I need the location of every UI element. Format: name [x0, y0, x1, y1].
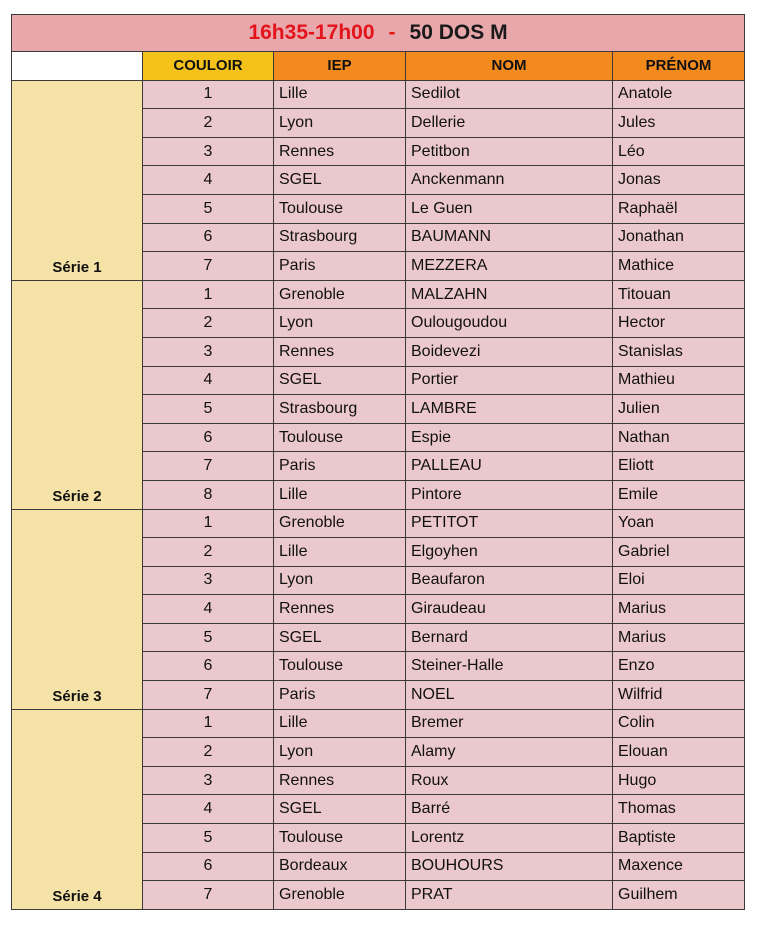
iep-cell: Lyon — [274, 738, 406, 767]
lane-cell: 3 — [143, 137, 274, 166]
nom-cell: Portier — [406, 366, 613, 395]
serie-label: Série 1 — [12, 80, 143, 280]
prenom-cell: Mathice — [613, 252, 745, 281]
lane-cell: 1 — [143, 509, 274, 538]
nom-cell: Oulougoudou — [406, 309, 613, 338]
nom-cell: Boidevezi — [406, 337, 613, 366]
prenom-cell: Hugo — [613, 766, 745, 795]
prenom-cell: Elouan — [613, 738, 745, 767]
lane-cell: 6 — [143, 423, 274, 452]
nom-cell: Alamy — [406, 738, 613, 767]
prenom-cell: Maxence — [613, 852, 745, 881]
iep-cell: Paris — [274, 681, 406, 710]
iep-cell: Rennes — [274, 595, 406, 624]
nom-cell: Giraudeau — [406, 595, 613, 624]
prenom-cell: Julien — [613, 395, 745, 424]
serie-label: Série 2 — [12, 280, 143, 509]
lane-cell: 4 — [143, 595, 274, 624]
prenom-cell: Wilfrid — [613, 681, 745, 710]
lane-cell: 7 — [143, 452, 274, 481]
lane-cell: 2 — [143, 538, 274, 567]
lane-cell: 1 — [143, 280, 274, 309]
prenom-cell: Emile — [613, 480, 745, 509]
lane-cell: 4 — [143, 166, 274, 195]
nom-cell: PETITOT — [406, 509, 613, 538]
iep-cell: Grenoble — [274, 509, 406, 538]
header-iep: IEP — [274, 52, 406, 81]
nom-cell: Anckenmann — [406, 166, 613, 195]
iep-cell: SGEL — [274, 623, 406, 652]
iep-cell: Lyon — [274, 309, 406, 338]
iep-cell: Toulouse — [274, 194, 406, 223]
prenom-cell: Yoan — [613, 509, 745, 538]
iep-cell: Lyon — [274, 109, 406, 138]
heat-schedule-table — [11, 14, 745, 910]
serie-label: Série 4 — [12, 709, 143, 909]
prenom-cell: Léo — [613, 137, 745, 166]
lane-cell: 3 — [143, 337, 274, 366]
prenom-cell: Jonathan — [613, 223, 745, 252]
sheet-title — [12, 15, 745, 52]
prenom-cell: Enzo — [613, 652, 745, 681]
lane-cell: 6 — [143, 652, 274, 681]
iep-cell: Lille — [274, 709, 406, 738]
lane-cell: 7 — [143, 681, 274, 710]
serie-label: Série 3 — [12, 509, 143, 709]
prenom-cell: Colin — [613, 709, 745, 738]
lane-cell: 2 — [143, 309, 274, 338]
prenom-cell: Jules — [613, 109, 745, 138]
lane-cell: 4 — [143, 795, 274, 824]
iep-cell: Rennes — [274, 337, 406, 366]
lane-cell: 8 — [143, 480, 274, 509]
iep-cell: Toulouse — [274, 423, 406, 452]
iep-cell: Paris — [274, 452, 406, 481]
prenom-cell: Marius — [613, 623, 745, 652]
nom-cell: Pintore — [406, 480, 613, 509]
prenom-cell: Gabriel — [613, 538, 745, 567]
header-row — [12, 52, 745, 81]
prenom-cell: Stanislas — [613, 337, 745, 366]
iep-cell: Strasbourg — [274, 223, 406, 252]
iep-cell: Toulouse — [274, 652, 406, 681]
title-event: 50 DOS M — [409, 21, 508, 44]
lane-cell: 4 — [143, 366, 274, 395]
nom-cell: BAUMANN — [406, 223, 613, 252]
lane-cell: 2 — [143, 738, 274, 767]
prenom-cell: Raphaël — [613, 194, 745, 223]
header-prenom: PRÉNOM — [613, 52, 745, 81]
nom-cell: BOUHOURS — [406, 852, 613, 881]
iep-cell: Lyon — [274, 566, 406, 595]
nom-cell: NOEL — [406, 681, 613, 710]
title-row — [12, 15, 745, 52]
iep-cell: SGEL — [274, 795, 406, 824]
table-row — [12, 280, 745, 309]
iep-cell: Paris — [274, 252, 406, 281]
iep-cell: Grenoble — [274, 280, 406, 309]
prenom-cell: Hector — [613, 309, 745, 338]
header-nom: NOM — [406, 52, 613, 81]
lane-cell: 1 — [143, 709, 274, 738]
iep-cell: Rennes — [274, 137, 406, 166]
table-row — [12, 509, 745, 538]
nom-cell: Lorentz — [406, 824, 613, 853]
table-row — [12, 709, 745, 738]
title-time: 16h35-17h00 — [248, 21, 375, 44]
lane-cell: 7 — [143, 881, 274, 910]
iep-cell: SGEL — [274, 166, 406, 195]
heats-body — [12, 80, 745, 909]
nom-cell: Le Guen — [406, 194, 613, 223]
lane-cell: 3 — [143, 766, 274, 795]
iep-cell: Toulouse — [274, 824, 406, 853]
prenom-cell: Anatole — [613, 80, 745, 109]
iep-cell: Strasbourg — [274, 395, 406, 424]
lane-cell: 5 — [143, 194, 274, 223]
lane-cell: 5 — [143, 824, 274, 853]
lane-cell: 5 — [143, 395, 274, 424]
prenom-cell: Eloi — [613, 566, 745, 595]
nom-cell: Barré — [406, 795, 613, 824]
iep-cell: SGEL — [274, 366, 406, 395]
lane-cell: 1 — [143, 80, 274, 109]
iep-cell: Lille — [274, 538, 406, 567]
lane-cell: 2 — [143, 109, 274, 138]
nom-cell: Roux — [406, 766, 613, 795]
iep-cell: Bordeaux — [274, 852, 406, 881]
table-row — [12, 80, 745, 109]
iep-cell: Lille — [274, 80, 406, 109]
prenom-cell: Thomas — [613, 795, 745, 824]
nom-cell: Steiner-Halle — [406, 652, 613, 681]
lane-cell: 6 — [143, 852, 274, 881]
nom-cell: Espie — [406, 423, 613, 452]
nom-cell: Elgoyhen — [406, 538, 613, 567]
nom-cell: Bremer — [406, 709, 613, 738]
nom-cell: PRAT — [406, 881, 613, 910]
header-blank-cell — [12, 52, 143, 81]
iep-cell: Grenoble — [274, 881, 406, 910]
lane-cell: 7 — [143, 252, 274, 281]
lane-cell: 6 — [143, 223, 274, 252]
nom-cell: Bernard — [406, 623, 613, 652]
nom-cell: MEZZERA — [406, 252, 613, 281]
iep-cell: Rennes — [274, 766, 406, 795]
prenom-cell: Titouan — [613, 280, 745, 309]
nom-cell: Beaufaron — [406, 566, 613, 595]
prenom-cell: Baptiste — [613, 824, 745, 853]
prenom-cell: Jonas — [613, 166, 745, 195]
prenom-cell: Eliott — [613, 452, 745, 481]
prenom-cell: Nathan — [613, 423, 745, 452]
prenom-cell: Marius — [613, 595, 745, 624]
lane-cell: 5 — [143, 623, 274, 652]
nom-cell: Sedilot — [406, 80, 613, 109]
nom-cell: Dellerie — [406, 109, 613, 138]
nom-cell: PALLEAU — [406, 452, 613, 481]
prenom-cell: Guilhem — [613, 881, 745, 910]
title-separator: - — [388, 21, 396, 44]
prenom-cell: Mathieu — [613, 366, 745, 395]
nom-cell: Petitbon — [406, 137, 613, 166]
lane-cell: 3 — [143, 566, 274, 595]
nom-cell: LAMBRE — [406, 395, 613, 424]
header-lane: COULOIR — [143, 52, 274, 81]
nom-cell: MALZAHN — [406, 280, 613, 309]
iep-cell: Lille — [274, 480, 406, 509]
